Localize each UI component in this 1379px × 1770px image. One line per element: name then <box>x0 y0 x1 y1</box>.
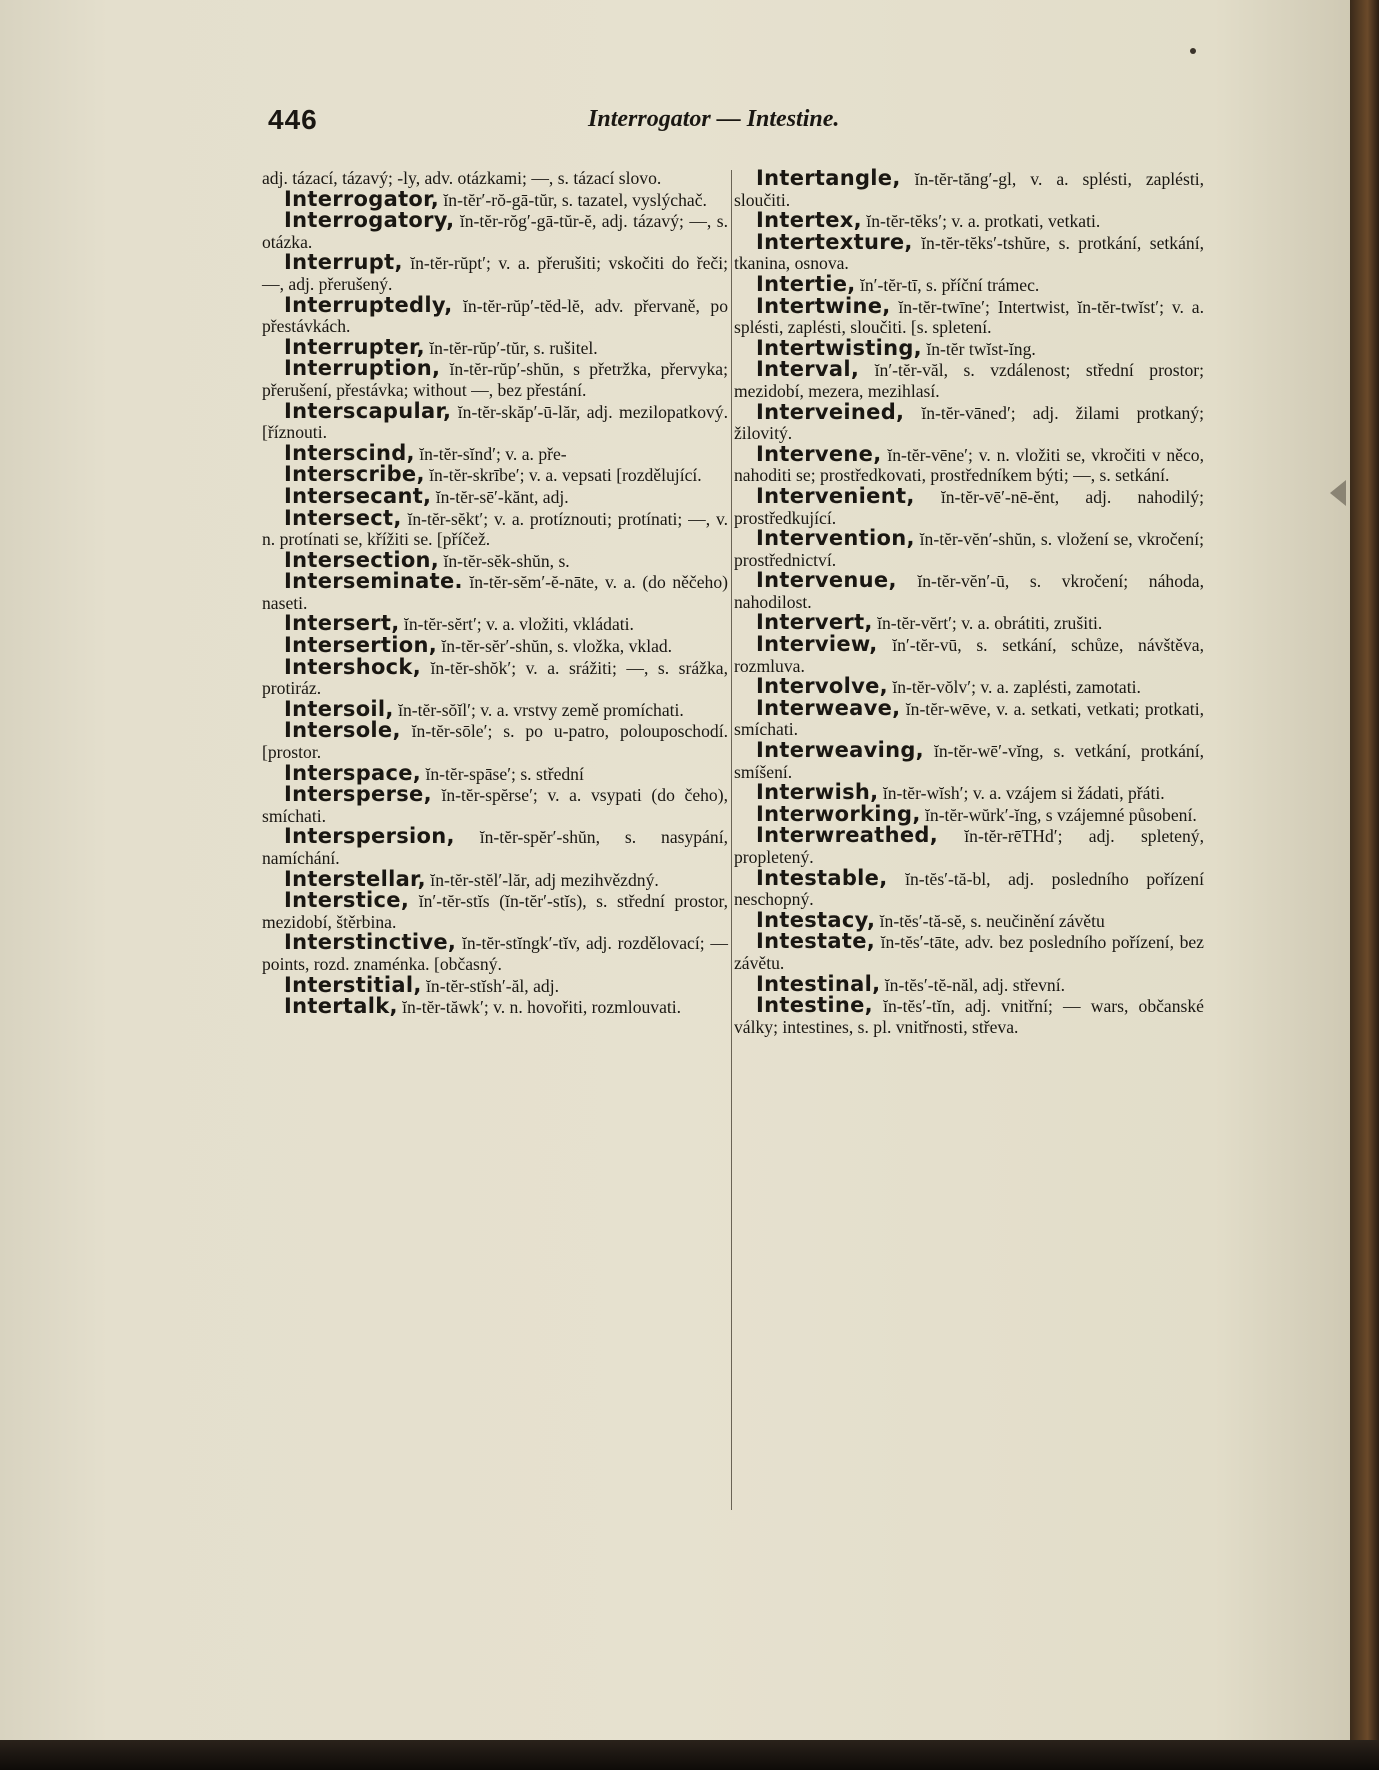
dictionary-entry <box>734 634 1204 676</box>
dictionary-entry <box>262 252 728 294</box>
entry-headword: Interwish, <box>756 780 879 805</box>
dictionary-entry <box>262 654 728 699</box>
entry-headword: Intervene, <box>756 441 882 466</box>
entry-definition: ĭn-tĕr-spĕr′-shŭn, s. nasypání, namíchání. <box>262 827 728 868</box>
entry-headword: Intestinal, <box>756 971 881 996</box>
entry-definition: ĭn-tĕr-sĭnd′; v. a. pře- <box>414 443 567 464</box>
entry-definition: ĭn-tĕr-sĕm′-ĕ-nāte, v. a. (do něčeho) naseti. <box>262 572 728 613</box>
entry-definition: ĭn-tĕr-tăwk′; v. n. hovořiti, rozmlouvati. <box>397 997 682 1018</box>
entry-definition: ĭn-tĕr-sĕrt′; v. a. vložiti, vkládati. <box>399 614 634 635</box>
entry-definition: ĭn-tĕs′-tă-sĕ, s. neučinění závětu <box>875 910 1105 931</box>
entry-definition: ĭn-tĕs′-tāte, adv. bez posledního pořízení, bez závětu. <box>734 932 1204 973</box>
page-header <box>268 104 1218 144</box>
entry-headword: Intertie, <box>756 271 856 296</box>
entry-definition: ĭn′-tĕr-văl, s. vzdálenost; střední prostor; mezidobí, mezera, mezihlasí. <box>734 360 1204 401</box>
entry-headword: Interrupt, <box>284 250 403 275</box>
dictionary-entry <box>734 695 1204 740</box>
dictionary-entry <box>262 358 728 400</box>
dictionary-entry <box>262 571 728 613</box>
entry-headword: Intersecant, <box>284 483 432 508</box>
entry-definition: ĭn-tĕr-tĕks′-tshŭre, s. protkání, setkání, tkanina, osnova. <box>734 232 1204 274</box>
dictionary-entry <box>734 801 1204 826</box>
entry-definition: adj. tázací, tázavý; -ly, adv. otázkami; —, s. tázací slovo. <box>262 168 662 188</box>
entry-definition: ĭn-tĕs′-tă-bl, adj. posledního pořízení neschopný. <box>734 868 1204 910</box>
entry-headword: Intertex, <box>756 208 862 233</box>
dictionary-entry <box>734 528 1204 570</box>
dictionary-entry <box>734 359 1204 401</box>
dictionary-entry <box>734 335 1204 360</box>
entry-headword: Interrupter, <box>284 334 425 359</box>
entry-headword: Interspersion, <box>284 824 455 849</box>
entry-headword: Interrogatory, <box>284 208 455 233</box>
entry-definition: ĭn-tĕr-vĕn′-ū, s. vkročení; náhoda, nahodilost. <box>734 571 1204 612</box>
entry-definition: ĭn-tĕr-rŏg′-gā-tŭr-ĕ, adj. tázavý; —, s. otázka. <box>262 211 728 252</box>
dictionary-entry <box>262 168 728 189</box>
entry-definition: ĭn-tĕr-sĕkt′; v. a. protíznouti; protínati; —, v. n. protínati se, křížiti se. [příčež. <box>262 508 728 550</box>
entry-definition: ĭn-tĕr-wĭsh′; v. a. vzájem si žádati, přáti. <box>878 783 1165 804</box>
entry-definition: ĭn-tĕr-stĭngk′-tĭv, adj. rozdělovací; — points, rozd. znaménka. [občasný. <box>262 933 728 974</box>
dictionary-entry <box>262 547 728 572</box>
running-head: Interrogator — Intestine. <box>588 106 840 132</box>
entry-headword: Intervenient, <box>756 483 915 508</box>
entry-headword: Interseminate. <box>284 569 463 594</box>
entry-headword: Intertalk, <box>284 994 398 1019</box>
entry-definition: ĭn-tĕr-rŭp′-tĕd-lĕ, adv. přervaně, po přestávkách. <box>262 295 728 337</box>
entry-definition: ĭn-tĕr-tăng′-gl, v. a. splésti, zaplésti, sloučiti. <box>734 169 1204 210</box>
entry-definition: ĭn-tĕs′-tĭn, adj. vnitřní; — wars, občanské války; intestines, s. pl. vnitřnosti, střeva. <box>734 996 1204 1037</box>
entry-headword: Interruptedly, <box>284 292 453 317</box>
entry-definition: ĭn-tĕr-tĕks′; v. a. protkati, vetkati. <box>861 211 1101 232</box>
entry-definition: ĭn-tĕr-sŏĭl′; v. a. vrstvy země promíchati. <box>393 699 684 720</box>
entry-definition: ĭn-tĕr-skrībe′; v. a. vepsati [rozdělující. <box>424 465 702 486</box>
dictionary-entry <box>734 740 1204 782</box>
entry-definition: ĭn-tĕr-sē′-kănt, adj. <box>431 486 569 507</box>
entry-headword: Interveined, <box>756 399 905 424</box>
entry-headword: Intersect, <box>284 505 402 530</box>
dictionary-entry <box>734 676 1204 698</box>
entry-headword: Intertangle, <box>756 166 901 190</box>
entry-definition: ĭn-tĕr-stĭsh′-ăl, adj. <box>421 975 559 996</box>
entry-headword: Intersole, <box>284 718 401 743</box>
entry-headword: Intestacy, <box>756 907 876 932</box>
entry-definition: ĭn-tĕr-spĕrse′; v. a. vsypati (do čeho), smíchati. <box>262 785 728 826</box>
dictionary-entry <box>262 505 728 550</box>
dictionary-entry <box>734 971 1204 996</box>
entry-definition: ĭn-tĕr-spāse′; s. střední <box>421 763 584 784</box>
entry-definition: ĭn-tĕr-rŭp′-shŭn, s přetržka, přervyka; přerušení, přestávka; without —, bez přestání. <box>262 359 728 400</box>
entry-headword: Intertwine, <box>756 293 891 318</box>
entry-definition: ĭn-tĕs′-tĕ-năl, adj. střevní. <box>880 974 1066 995</box>
entry-definition: ĭn-tĕr-stĕl′-lăr, adj mezihvězdný. <box>425 869 659 890</box>
entry-headword: Intersertion, <box>284 633 437 658</box>
entry-definition: ĭn-tĕr-sĕk-shŭn, s. <box>439 550 570 571</box>
dictionary-entry <box>262 972 728 997</box>
entry-definition: ĭn-tĕr-vāned′; adj. žilami protkaný; žilovitý. <box>734 402 1204 444</box>
dictionary-entry <box>262 334 728 359</box>
page-clip-mark <box>1330 480 1346 506</box>
entry-definition: ĭn-tĕr-shŏk′; v. a. srážiti; —, s. srážka, protiráz. <box>262 657 728 699</box>
entry-headword: Interval, <box>756 357 860 382</box>
entry-definition: ĭn-tĕr-vŏlv′; v. a. zaplésti, zamotati. <box>887 677 1141 698</box>
entry-headword: Intervert, <box>756 610 873 635</box>
entry-headword: Intersert, <box>284 611 400 636</box>
dictionary-entry <box>734 865 1204 910</box>
entry-headword: Intervention, <box>756 526 915 551</box>
entry-headword: Interview, <box>756 632 878 657</box>
dictionary-entry <box>734 441 1204 486</box>
entry-headword: Intervenue, <box>756 568 897 593</box>
dictionary-entry <box>262 635 728 657</box>
dictionary-entry <box>734 293 1204 338</box>
entry-headword: Interscapular, <box>284 398 452 423</box>
dictionary-entry <box>262 826 728 868</box>
dictionary-entry <box>262 996 728 1018</box>
dictionary-entry <box>262 760 728 785</box>
entry-headword: Intershock, <box>284 654 421 679</box>
entry-definition: ĭn-tĕr-wē′-vĭng, s. vetkání, protkání, smíšení. <box>734 741 1204 782</box>
entry-definition: ĭn-tĕr-twīne′; Intertwist, ĭn-tĕr-twĭst′; v. a. splésti, zaplésti, sloučiti. [s. spletení. <box>734 296 1204 338</box>
dictionary-entry <box>734 995 1204 1037</box>
entry-headword: Intervolve, <box>756 674 888 699</box>
dictionary-entry <box>734 907 1204 932</box>
dictionary-entry <box>262 866 728 891</box>
entry-definition: ĭn-tĕr-sĕr′-shŭn, s. vložka, vklad. <box>437 636 673 657</box>
dictionary-entry <box>734 271 1204 296</box>
dictionary-entry <box>262 210 728 252</box>
dictionary-entry <box>734 210 1204 232</box>
dictionary-entry <box>262 186 728 211</box>
entry-definition: ĭn-tĕr-rŭp′-tŭr, s. rušitel. <box>424 337 598 358</box>
book-bottom-edge <box>0 1740 1379 1770</box>
dictionary-entry <box>734 612 1204 634</box>
entry-headword: Intersoil, <box>284 696 394 721</box>
dictionary-entry <box>262 483 728 508</box>
book-spine-edge <box>1350 0 1379 1770</box>
entry-definition: ĭn-tĕr-wēve, v. a. setkati, vetkati; protkati, smíchati. <box>734 698 1204 740</box>
dictionary-entry <box>734 931 1204 973</box>
entry-definition: ĭn′-tĕr-stĭs (ĭn-tĕr′-stĭs), s. střední prostor, mezidobí, štěrbina. <box>262 891 728 932</box>
entry-headword: Interrogator, <box>284 186 440 211</box>
dictionary-entry <box>262 398 728 443</box>
entry-definition: ĭn-tĕr-rēTHd′; adj. spletený, propletený. <box>734 826 1204 867</box>
entry-headword: Interscind, <box>284 440 415 465</box>
entry-headword: Interscribe, <box>284 462 425 487</box>
entry-headword: Interworking, <box>756 801 921 826</box>
page-number: 446 <box>268 104 318 135</box>
dictionary-entry <box>734 229 1204 274</box>
entry-definition: ĭn′-tĕr-vū, s. setkání, schůze, návštěva, rozmluva. <box>734 635 1204 676</box>
entry-headword: Interstice, <box>284 888 410 913</box>
entry-headword: Interwreathed, <box>756 823 939 848</box>
entry-headword: Intestable, <box>756 865 888 890</box>
entry-definition: ĭn-tĕr-sōle′; s. po u-patro, polouposchodí. [prostor. <box>262 721 728 763</box>
entry-definition: ĭn-tĕr-vēne′; v. n. vložiti se, vkročiti v něco, nahoditi se; prostředkovati, prostředníkem býti; —, s. setkání. <box>734 444 1204 486</box>
entry-headword: Interspace, <box>284 760 422 785</box>
entry-definition: ĭn′-tĕr-tī, s. příční trámec. <box>855 274 1040 295</box>
dictionary-entry <box>262 932 728 974</box>
entry-headword: Interweave, <box>756 695 901 720</box>
entry-definition: ĭn-tĕr-skăp′-ū-lăr, adj. mezilopatkový. [říznouti. <box>262 401 728 443</box>
dictionary-entry <box>262 696 728 721</box>
dictionary-entry <box>734 168 1204 210</box>
dictionary-entry <box>734 570 1204 612</box>
dictionary-entry <box>262 464 728 486</box>
entry-headword: Intestine, <box>756 993 873 1018</box>
dictionary-entry <box>262 784 728 826</box>
left-column <box>262 168 728 1518</box>
entry-headword: Intertexture, <box>756 229 913 254</box>
dictionary-entry <box>262 613 728 635</box>
entry-definition: ĭn-tĕr′-rŏ-gā-tŭr, s. tazatel, vyslýchač. <box>439 189 707 210</box>
dictionary-entry <box>734 399 1204 444</box>
paper-speck <box>1190 48 1196 54</box>
dictionary-entry <box>734 825 1204 867</box>
entry-definition: ĭn-tĕr-vĕrt′; v. a. obrátiti, zrušiti. <box>872 613 1103 634</box>
dictionary-entry <box>262 720 728 762</box>
right-column <box>734 168 1204 1518</box>
dictionary-entry <box>734 782 1204 804</box>
dictionary-entry <box>262 890 728 932</box>
entry-headword: Intertwisting, <box>756 335 922 360</box>
entry-definition: ĭn-tĕr-wŭrk′-ĭng, s vzájemné působení. <box>920 804 1197 825</box>
column-divider <box>731 170 732 1510</box>
entry-headword: Interstinctive, <box>284 930 457 955</box>
entry-definition: ĭn-tĕr twĭst-ĭng. <box>921 338 1036 359</box>
entry-headword: Intestate, <box>756 929 876 954</box>
entry-headword: Interruption, <box>284 356 441 381</box>
entry-headword: Interweaving, <box>756 738 924 763</box>
dictionary-entry <box>262 440 728 465</box>
entry-definition: ĭn-tĕr-rŭpt′; v. a. přerušiti; vskočiti do řeči; —, adj. přerušený. <box>262 253 728 294</box>
dictionary-entry <box>262 292 728 337</box>
entry-definition: ĭn-tĕr-vē′-nē-ĕnt, adj. nahodilý; prostředkující. <box>734 486 1204 528</box>
entry-headword: Intersperse, <box>284 782 432 807</box>
entry-headword: Interstellar, <box>284 866 426 891</box>
entry-definition: ĭn-tĕr-vĕn′-shŭn, s. vložení se, vkročení; prostřednictví. <box>734 529 1204 570</box>
entry-headword: Interstitial, <box>284 972 422 997</box>
entry-headword: Intersection, <box>284 547 440 572</box>
dictionary-entry <box>734 483 1204 528</box>
